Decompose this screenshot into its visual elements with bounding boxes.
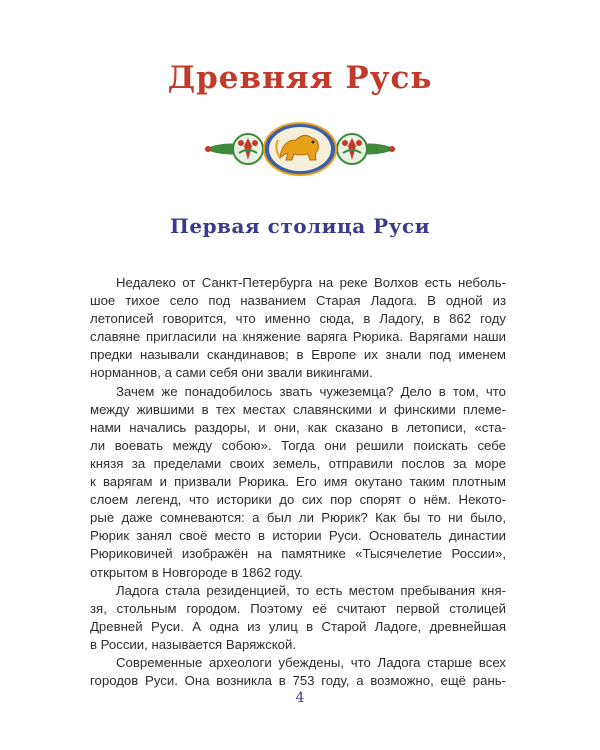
text-line: норманнов, а сами себя они звали викингами. — [90, 365, 373, 381]
text-line: городов Руси. Она возникла в 753 году, а возможно, ещё рань- — [90, 673, 506, 689]
text-line: слоем легенд, что историки до сих пор спорят о нём. Некото- — [90, 492, 506, 508]
text-line: открытом в Новгороде в 1862 году. — [90, 564, 303, 580]
page-number: 4 — [295, 690, 305, 706]
text-line: Современные археологи убеждены, что Ладога старше всех — [116, 654, 506, 670]
body-text — [90, 274, 506, 690]
text-line: Рюриковичей изображён на памятнике «Тысячелетие России», — [90, 546, 506, 562]
text-line: Рюрик занял своё место в истории Руси. Основатель династии — [90, 528, 506, 544]
chapter-title: Первая столица Руси — [169, 214, 431, 238]
text-line: к варягам и призвали Рюрика. Его имя окутано таким плотным — [90, 474, 506, 490]
book-title: Древняя Русь — [167, 60, 433, 96]
text-line: князя за пределами своих земель, отправили послов за море — [90, 455, 506, 471]
text-line: шое тихое село под названием Старая Ладога. В одной из — [90, 293, 506, 309]
text-line: нами начались раздоры, и они, как сказано в летописи, «ста- — [90, 419, 506, 435]
text-line: летописей говорится, что именно сюда, в Ладогу, в 862 году — [90, 311, 506, 327]
text-line: между жившими в тех местах славянскими и финскими племе- — [90, 401, 506, 417]
text-line: Зачем же понадобилось звать чужеземца? Дело в том, что — [116, 383, 506, 399]
text-line: рые даже сомневаются: а был ли Рюрик? Как бы то ни было, — [90, 510, 506, 526]
text-line: славяне пригласили на княжение варяга Рюрика. Варягами наши — [90, 329, 506, 345]
text-line: ли воевать между собою». Тогда они решили поискать себе — [90, 437, 506, 453]
text-line: Ладога стала резиденцией, то есть местом пребывания кня- — [116, 582, 506, 598]
text-line: Древней Руси. А одна из улиц в Старой Ладоге, древнейшая — [90, 618, 506, 634]
text-line: предки называли скандинавов; в Европе их знали под именем — [90, 347, 506, 363]
text-line: зя, стольным городом. Поэтому её считают первой столицей — [90, 600, 506, 616]
folk-ornament-lion-icon — [200, 118, 400, 180]
text-line: Недалеко от Санкт-Петербурга на реке Волхов есть неболь- — [116, 275, 506, 290]
text-line: в России, называется Варяжской. — [90, 636, 296, 652]
